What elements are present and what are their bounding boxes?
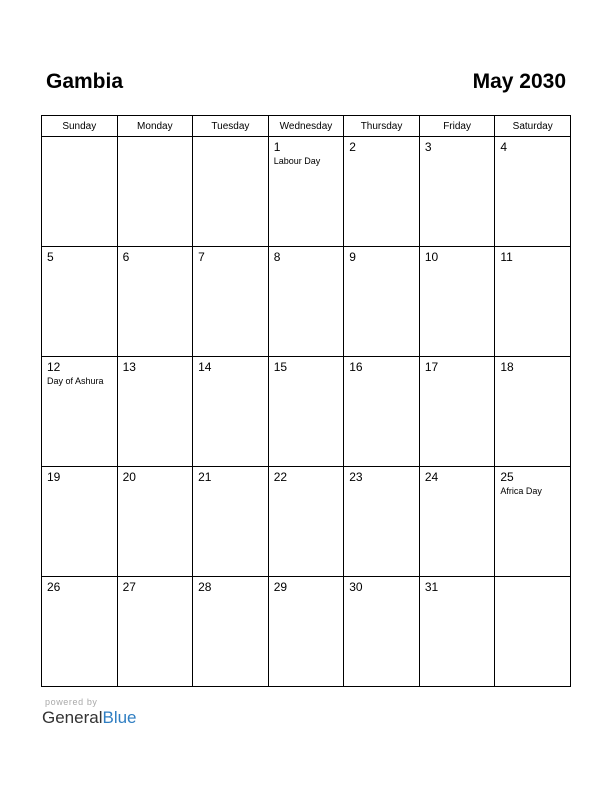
day-number: 8 bbox=[273, 250, 281, 264]
day-cell bbox=[193, 247, 269, 357]
brand-blue-text: Blue bbox=[102, 708, 137, 727]
day-cell bbox=[344, 247, 420, 357]
day-number: 11 bbox=[500, 250, 513, 264]
day-cell bbox=[268, 247, 344, 357]
day-cell bbox=[117, 577, 193, 687]
month-year-title: May 2030 bbox=[472, 70, 566, 93]
day-cell bbox=[495, 577, 571, 687]
day-number: 17 bbox=[424, 360, 439, 374]
day-cell bbox=[344, 357, 420, 467]
day-number: 25 bbox=[500, 470, 514, 484]
day-cell bbox=[344, 137, 420, 247]
day-cell bbox=[344, 577, 420, 687]
day-number: 5 bbox=[47, 250, 54, 264]
country-title: Gambia bbox=[46, 70, 124, 93]
day-number: 3 bbox=[424, 140, 432, 154]
day-cell bbox=[344, 467, 420, 577]
day-number: 15 bbox=[273, 360, 288, 374]
weekday-friday: Friday bbox=[419, 116, 495, 137]
day-cell bbox=[268, 137, 344, 247]
generalblue-branding bbox=[42, 697, 137, 728]
day-cell bbox=[193, 577, 269, 687]
day-cell bbox=[193, 357, 269, 467]
weekday-thursday: Thursday bbox=[344, 116, 420, 137]
day-number: 9 bbox=[349, 250, 356, 264]
day-cell bbox=[268, 357, 344, 467]
day-cell bbox=[42, 577, 118, 687]
day-number: 31 bbox=[424, 580, 439, 594]
day-cell bbox=[117, 467, 193, 577]
day-cell bbox=[193, 137, 269, 247]
calendar-header bbox=[46, 70, 566, 100]
week-row bbox=[42, 357, 571, 467]
week-row bbox=[42, 247, 571, 357]
weekday-sunday: Sunday bbox=[42, 116, 118, 137]
day-cell bbox=[117, 357, 193, 467]
day-cell bbox=[419, 357, 495, 467]
day-cell bbox=[42, 137, 118, 247]
day-number: 21 bbox=[198, 470, 212, 484]
day-number: 19 bbox=[47, 470, 61, 484]
day-number: 2 bbox=[349, 140, 356, 154]
day-cell bbox=[117, 247, 193, 357]
day-cell bbox=[268, 467, 344, 577]
day-number: 12 bbox=[47, 360, 61, 374]
day-number: 24 bbox=[424, 470, 439, 484]
brand-general-text: General bbox=[42, 708, 103, 727]
day-number: 10 bbox=[424, 250, 439, 264]
week-row bbox=[42, 577, 571, 687]
day-cell bbox=[495, 357, 571, 467]
day-cell bbox=[419, 467, 495, 577]
day-cell bbox=[42, 467, 118, 577]
weekday-wednesday: Wednesday bbox=[268, 116, 344, 137]
brand-logo[interactable] bbox=[42, 708, 137, 728]
day-number: 28 bbox=[198, 580, 212, 594]
day-cell bbox=[117, 137, 193, 247]
weekday-saturday: Saturday bbox=[495, 116, 571, 137]
holiday-label: Africa Day bbox=[500, 486, 542, 496]
week-row bbox=[42, 137, 571, 247]
weekday-tuesday: Tuesday bbox=[193, 116, 269, 137]
holiday-label: Day of Ashura bbox=[47, 376, 104, 386]
day-number: 14 bbox=[198, 360, 212, 374]
day-cell bbox=[419, 247, 495, 357]
holiday-label: Labour Day bbox=[273, 156, 321, 166]
day-cell bbox=[193, 467, 269, 577]
weekday-header-row bbox=[42, 116, 571, 137]
day-number: 18 bbox=[500, 360, 514, 374]
day-cell bbox=[495, 137, 571, 247]
day-cell bbox=[419, 137, 495, 247]
day-cell bbox=[268, 577, 344, 687]
day-number: 6 bbox=[122, 250, 130, 264]
day-number: 16 bbox=[349, 360, 363, 374]
calendar-grid bbox=[41, 115, 571, 687]
day-cell bbox=[495, 247, 571, 357]
day-number: 22 bbox=[273, 470, 288, 484]
day-number: 13 bbox=[122, 360, 136, 374]
day-number: 23 bbox=[349, 470, 363, 484]
day-number: 20 bbox=[122, 470, 136, 484]
day-number: 29 bbox=[273, 580, 288, 594]
day-cell bbox=[42, 247, 118, 357]
day-number: 30 bbox=[349, 580, 363, 594]
weekday-monday: Monday bbox=[117, 116, 193, 137]
day-number: 27 bbox=[122, 580, 136, 594]
day-cell bbox=[42, 357, 118, 467]
day-cell bbox=[495, 467, 571, 577]
week-row bbox=[42, 467, 571, 577]
day-cell bbox=[419, 577, 495, 687]
powered-by-label: powered by bbox=[45, 697, 98, 707]
day-number: 26 bbox=[47, 580, 61, 594]
day-number: 7 bbox=[198, 250, 205, 264]
day-number: 1 bbox=[273, 140, 281, 154]
day-number: 4 bbox=[500, 140, 508, 154]
